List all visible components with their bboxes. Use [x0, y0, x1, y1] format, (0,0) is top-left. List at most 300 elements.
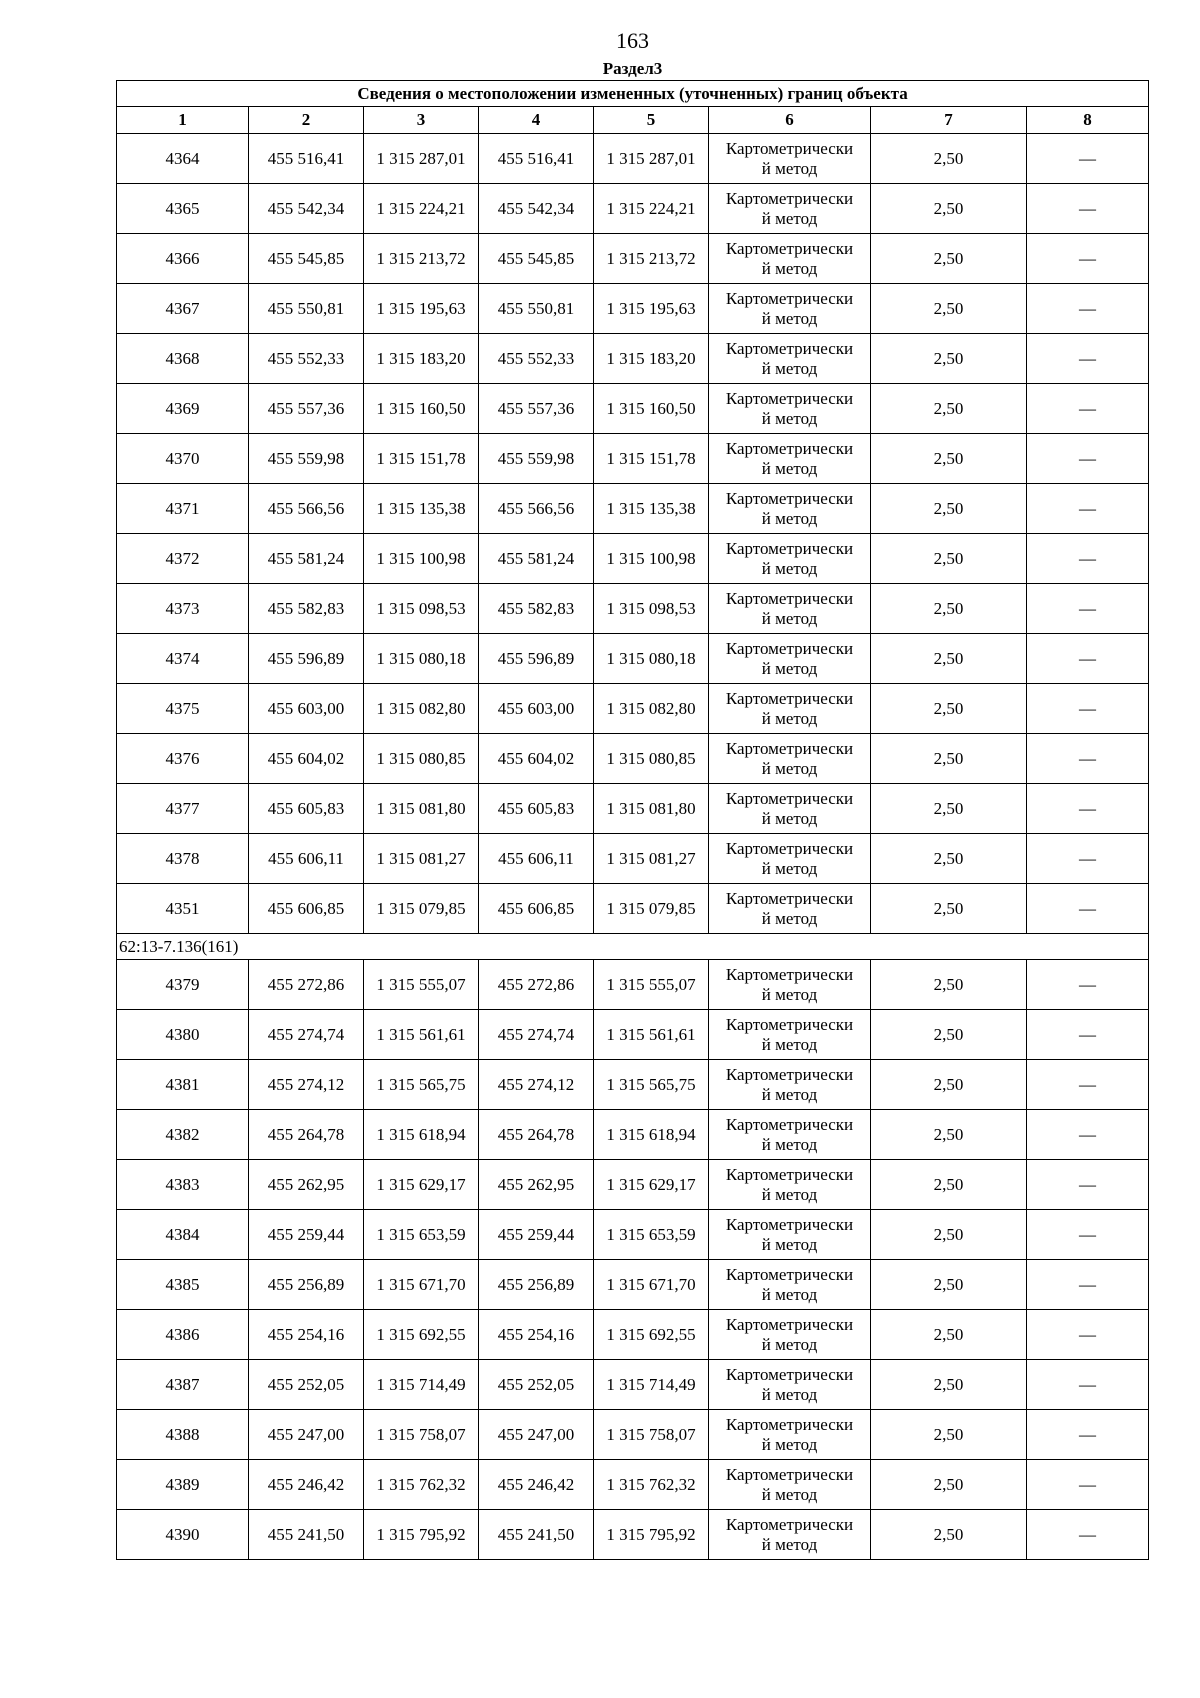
existing-y-cell: 1 315 287,01 — [364, 134, 479, 184]
existing-y-cell: 1 315 762,32 — [364, 1460, 479, 1510]
refined-y-cell: 1 315 629,17 — [594, 1160, 709, 1210]
precision-cell: 2,50 — [871, 634, 1027, 684]
method-line: й метод — [761, 758, 818, 778]
method-line: Картометрически — [725, 788, 854, 808]
precision-cell: 2,50 — [871, 1260, 1027, 1310]
refined-y-cell: 1 315 692,55 — [594, 1310, 709, 1360]
existing-x-cell: 455 552,33 — [249, 334, 364, 384]
existing-y-cell: 1 315 224,21 — [364, 184, 479, 234]
refined-y-cell: 1 315 653,59 — [594, 1210, 709, 1260]
table-row — [117, 284, 1149, 334]
refined-x-cell: 455 264,78 — [479, 1110, 594, 1160]
method-line: й метод — [761, 858, 818, 878]
method-line: Картометрически — [725, 964, 854, 984]
existing-y-cell: 1 315 081,27 — [364, 834, 479, 884]
precision-cell: 2,50 — [871, 1360, 1027, 1410]
method-cell — [709, 1360, 871, 1410]
precision-cell: 2,50 — [871, 1410, 1027, 1460]
method-cell — [709, 1160, 871, 1210]
point-number-cell: 4389 — [117, 1460, 249, 1510]
method-line: Картометрически — [725, 188, 854, 208]
existing-x-cell: 455 557,36 — [249, 384, 364, 434]
point-number-cell: 4370 — [117, 434, 249, 484]
refined-y-cell: 1 315 100,98 — [594, 534, 709, 584]
description-cell: — — [1027, 434, 1149, 484]
precision-cell: 2,50 — [871, 234, 1027, 284]
method-line: Картометрически — [725, 1114, 854, 1134]
method-line: й метод — [761, 458, 818, 478]
refined-y-cell: 1 315 795,92 — [594, 1510, 709, 1560]
point-number-cell: 4384 — [117, 1210, 249, 1260]
existing-x-cell: 455 559,98 — [249, 434, 364, 484]
method-line: й метод — [761, 308, 818, 328]
description-cell: — — [1027, 834, 1149, 884]
table-row — [117, 1210, 1149, 1260]
point-number-cell: 4387 — [117, 1360, 249, 1410]
description-cell: — — [1027, 484, 1149, 534]
point-number-cell: 4368 — [117, 334, 249, 384]
table-row — [117, 334, 1149, 384]
refined-x-cell: 455 542,34 — [479, 184, 594, 234]
refined-y-cell: 1 315 555,07 — [594, 960, 709, 1010]
method-line: Картометрически — [725, 1314, 854, 1334]
point-number-cell: 4382 — [117, 1110, 249, 1160]
method-cell — [709, 484, 871, 534]
precision-cell: 2,50 — [871, 960, 1027, 1010]
precision-cell: 2,50 — [871, 684, 1027, 734]
existing-y-cell: 1 315 081,80 — [364, 784, 479, 834]
description-cell: — — [1027, 1060, 1149, 1110]
point-number-cell: 4373 — [117, 584, 249, 634]
method-line: Картометрически — [725, 238, 854, 258]
existing-x-cell: 455 274,12 — [249, 1060, 364, 1110]
existing-x-cell: 455 264,78 — [249, 1110, 364, 1160]
precision-cell: 2,50 — [871, 1210, 1027, 1260]
refined-y-cell: 1 315 080,85 — [594, 734, 709, 784]
table-row — [117, 134, 1149, 184]
description-cell: — — [1027, 1510, 1149, 1560]
table-row — [117, 484, 1149, 534]
description-cell: — — [1027, 1010, 1149, 1060]
method-line: й метод — [761, 1384, 818, 1404]
precision-cell: 2,50 — [871, 284, 1027, 334]
description-cell: — — [1027, 1460, 1149, 1510]
existing-x-cell: 455 259,44 — [249, 1210, 364, 1260]
existing-x-cell: 455 604,02 — [249, 734, 364, 784]
method-line: й метод — [761, 258, 818, 278]
method-cell — [709, 384, 871, 434]
precision-cell: 2,50 — [871, 534, 1027, 584]
table-row — [117, 1460, 1149, 1510]
existing-x-cell: 455 272,86 — [249, 960, 364, 1010]
precision-cell: 2,50 — [871, 434, 1027, 484]
method-line: й метод — [761, 608, 818, 628]
precision-cell: 2,50 — [871, 784, 1027, 834]
column-number: 2 — [249, 107, 364, 134]
method-cell — [709, 284, 871, 334]
description-cell: — — [1027, 884, 1149, 934]
method-line: Картометрически — [725, 688, 854, 708]
point-number-cell: 4365 — [117, 184, 249, 234]
precision-cell: 2,50 — [871, 1510, 1027, 1560]
refined-x-cell: 455 241,50 — [479, 1510, 594, 1560]
table-row — [117, 1060, 1149, 1110]
method-line: Картометрически — [725, 488, 854, 508]
refined-x-cell: 455 256,89 — [479, 1260, 594, 1310]
existing-y-cell: 1 315 714,49 — [364, 1360, 479, 1410]
refined-x-cell: 455 550,81 — [479, 284, 594, 334]
method-cell — [709, 584, 871, 634]
table-row — [117, 834, 1149, 884]
refined-y-cell: 1 315 561,61 — [594, 1010, 709, 1060]
existing-x-cell: 455 246,42 — [249, 1460, 364, 1510]
existing-y-cell: 1 315 195,63 — [364, 284, 479, 334]
point-number-cell: 4367 — [117, 284, 249, 334]
existing-x-cell: 455 241,50 — [249, 1510, 364, 1560]
refined-x-cell: 455 247,00 — [479, 1410, 594, 1460]
refined-y-cell: 1 315 224,21 — [594, 184, 709, 234]
method-cell — [709, 1110, 871, 1160]
method-cell — [709, 534, 871, 584]
description-cell: — — [1027, 684, 1149, 734]
existing-y-cell: 1 315 213,72 — [364, 234, 479, 284]
point-number-cell: 4386 — [117, 1310, 249, 1360]
method-cell — [709, 1060, 871, 1110]
column-number: 3 — [364, 107, 479, 134]
description-cell: — — [1027, 534, 1149, 584]
method-line: Картометрически — [725, 1464, 854, 1484]
method-line: й метод — [761, 1534, 818, 1554]
existing-x-cell: 455 550,81 — [249, 284, 364, 334]
column-number: 7 — [871, 107, 1027, 134]
refined-x-cell: 455 262,95 — [479, 1160, 594, 1210]
description-cell: — — [1027, 960, 1149, 1010]
precision-cell: 2,50 — [871, 484, 1027, 534]
existing-y-cell: 1 315 082,80 — [364, 684, 479, 734]
point-number-cell: 4379 — [117, 960, 249, 1010]
existing-x-cell: 455 516,41 — [249, 134, 364, 184]
method-cell — [709, 1510, 871, 1560]
existing-y-cell: 1 315 671,70 — [364, 1260, 479, 1310]
point-number-cell: 4383 — [117, 1160, 249, 1210]
column-number: 4 — [479, 107, 594, 134]
description-cell: — — [1027, 234, 1149, 284]
refined-x-cell: 455 557,36 — [479, 384, 594, 434]
refined-x-cell: 455 559,98 — [479, 434, 594, 484]
method-line: Картометрически — [725, 638, 854, 658]
description-cell: — — [1027, 1110, 1149, 1160]
method-cell — [709, 960, 871, 1010]
cadastral-number-label: 62:13-7.136(161) — [117, 934, 1149, 960]
refined-x-cell: 455 274,12 — [479, 1060, 594, 1110]
method-line: й метод — [761, 1034, 818, 1054]
method-line: Картометрически — [725, 1014, 854, 1034]
refined-y-cell: 1 315 758,07 — [594, 1410, 709, 1460]
refined-y-cell: 1 315 081,27 — [594, 834, 709, 884]
precision-cell: 2,50 — [871, 734, 1027, 784]
refined-x-cell: 455 259,44 — [479, 1210, 594, 1260]
method-cell — [709, 684, 871, 734]
method-line: й метод — [761, 908, 818, 928]
table-body — [117, 134, 1149, 1560]
method-line: й метод — [761, 508, 818, 528]
precision-cell: 2,50 — [871, 834, 1027, 884]
table-row — [117, 884, 1149, 934]
refined-y-cell: 1 315 082,80 — [594, 684, 709, 734]
table-row — [117, 1510, 1149, 1560]
method-line: Картометрически — [725, 1164, 854, 1184]
refined-y-cell: 1 315 287,01 — [594, 134, 709, 184]
method-line: й метод — [761, 658, 818, 678]
method-line: й метод — [761, 358, 818, 378]
method-cell — [709, 1260, 871, 1310]
refined-x-cell: 455 246,42 — [479, 1460, 594, 1510]
method-line: Картометрически — [725, 338, 854, 358]
method-line: Картометрически — [725, 888, 854, 908]
existing-y-cell: 1 315 618,94 — [364, 1110, 479, 1160]
existing-y-cell: 1 315 561,61 — [364, 1010, 479, 1060]
existing-x-cell: 455 606,85 — [249, 884, 364, 934]
method-line: Картометрически — [725, 588, 854, 608]
method-line: й метод — [761, 708, 818, 728]
table-row — [117, 784, 1149, 834]
existing-y-cell: 1 315 151,78 — [364, 434, 479, 484]
refined-x-cell: 455 604,02 — [479, 734, 594, 784]
existing-x-cell: 455 542,34 — [249, 184, 364, 234]
point-number-cell: 4369 — [117, 384, 249, 434]
method-line: Картометрически — [725, 1264, 854, 1284]
existing-x-cell: 455 582,83 — [249, 584, 364, 634]
column-number-row — [117, 107, 1149, 134]
point-number-cell: 4378 — [117, 834, 249, 884]
point-number-cell: 4364 — [117, 134, 249, 184]
existing-x-cell: 455 603,00 — [249, 684, 364, 734]
method-line: й метод — [761, 1434, 818, 1454]
point-number-cell: 4380 — [117, 1010, 249, 1060]
page-number: 163 — [616, 28, 649, 53]
method-cell — [709, 234, 871, 284]
method-cell — [709, 134, 871, 184]
point-number-cell: 4375 — [117, 684, 249, 734]
refined-y-cell: 1 315 098,53 — [594, 584, 709, 634]
table-row — [117, 584, 1149, 634]
table-row — [117, 1260, 1149, 1310]
method-line: Картометрически — [725, 1414, 854, 1434]
precision-cell: 2,50 — [871, 384, 1027, 434]
precision-cell: 2,50 — [871, 884, 1027, 934]
refined-x-cell: 455 272,86 — [479, 960, 594, 1010]
method-line: й метод — [761, 1184, 818, 1204]
method-cell — [709, 1410, 871, 1460]
existing-y-cell: 1 315 795,92 — [364, 1510, 479, 1560]
method-cell — [709, 884, 871, 934]
point-number-cell: 4372 — [117, 534, 249, 584]
refined-y-cell: 1 315 195,63 — [594, 284, 709, 334]
existing-x-cell: 455 596,89 — [249, 634, 364, 684]
column-number: 8 — [1027, 107, 1149, 134]
method-line: Картометрически — [725, 288, 854, 308]
method-cell — [709, 734, 871, 784]
table-row — [117, 1360, 1149, 1410]
column-number: 1 — [117, 107, 249, 134]
table-row — [117, 384, 1149, 434]
refined-y-cell: 1 315 618,94 — [594, 1110, 709, 1160]
point-number-cell: 4351 — [117, 884, 249, 934]
existing-x-cell: 455 566,56 — [249, 484, 364, 534]
description-cell: — — [1027, 384, 1149, 434]
refined-y-cell: 1 315 671,70 — [594, 1260, 709, 1310]
precision-cell: 2,50 — [871, 1010, 1027, 1060]
table-row — [117, 734, 1149, 784]
existing-y-cell: 1 315 098,53 — [364, 584, 479, 634]
refined-x-cell: 455 516,41 — [479, 134, 594, 184]
column-number: 5 — [594, 107, 709, 134]
method-line: й метод — [761, 1484, 818, 1504]
method-cell — [709, 184, 871, 234]
existing-y-cell: 1 315 160,50 — [364, 384, 479, 434]
description-cell: — — [1027, 1210, 1149, 1260]
method-line: й метод — [761, 1134, 818, 1154]
existing-y-cell: 1 315 629,17 — [364, 1160, 479, 1210]
method-cell — [709, 434, 871, 484]
refined-x-cell: 455 606,11 — [479, 834, 594, 884]
refined-y-cell: 1 315 160,50 — [594, 384, 709, 434]
method-line: й метод — [761, 1284, 818, 1304]
existing-y-cell: 1 315 555,07 — [364, 960, 479, 1010]
existing-y-cell: 1 315 758,07 — [364, 1410, 479, 1460]
existing-y-cell: 1 315 100,98 — [364, 534, 479, 584]
point-number-cell: 4371 — [117, 484, 249, 534]
table-row — [117, 534, 1149, 584]
method-line: й метод — [761, 208, 818, 228]
point-number-cell: 4385 — [117, 1260, 249, 1310]
refined-y-cell: 1 315 079,85 — [594, 884, 709, 934]
method-line: й метод — [761, 1334, 818, 1354]
existing-x-cell: 455 262,95 — [249, 1160, 364, 1210]
table-row — [117, 684, 1149, 734]
table-row — [117, 960, 1149, 1010]
description-cell: — — [1027, 584, 1149, 634]
method-line: Картометрически — [725, 138, 854, 158]
point-number-cell: 4374 — [117, 634, 249, 684]
table-row — [117, 1010, 1149, 1060]
method-line: й метод — [761, 984, 818, 1004]
existing-y-cell: 1 315 653,59 — [364, 1210, 479, 1260]
method-line: й метод — [761, 408, 818, 428]
method-line: Картометрически — [725, 538, 854, 558]
precision-cell: 2,50 — [871, 1310, 1027, 1360]
refined-y-cell: 1 315 762,32 — [594, 1460, 709, 1510]
refined-x-cell: 455 581,24 — [479, 534, 594, 584]
refined-y-cell: 1 315 151,78 — [594, 434, 709, 484]
refined-x-cell: 455 566,56 — [479, 484, 594, 534]
point-number-cell: 4390 — [117, 1510, 249, 1560]
group-header-row — [117, 934, 1149, 960]
precision-cell: 2,50 — [871, 1160, 1027, 1210]
existing-y-cell: 1 315 080,85 — [364, 734, 479, 784]
point-number-cell: 4381 — [117, 1060, 249, 1110]
table-row — [117, 634, 1149, 684]
refined-y-cell: 1 315 081,80 — [594, 784, 709, 834]
table-row — [117, 1160, 1149, 1210]
method-line: Картометрически — [725, 1214, 854, 1234]
method-line: Картометрически — [725, 388, 854, 408]
refined-x-cell: 455 605,83 — [479, 784, 594, 834]
description-cell: — — [1027, 1260, 1149, 1310]
method-line: Картометрически — [725, 738, 854, 758]
method-cell — [709, 634, 871, 684]
method-line: й метод — [761, 808, 818, 828]
description-cell: — — [1027, 734, 1149, 784]
existing-x-cell: 455 256,89 — [249, 1260, 364, 1310]
existing-y-cell: 1 315 079,85 — [364, 884, 479, 934]
refined-y-cell: 1 315 183,20 — [594, 334, 709, 384]
point-number-cell: 4377 — [117, 784, 249, 834]
refined-x-cell: 455 545,85 — [479, 234, 594, 284]
method-line: й метод — [761, 558, 818, 578]
existing-y-cell: 1 315 080,18 — [364, 634, 479, 684]
precision-cell: 2,50 — [871, 184, 1027, 234]
existing-y-cell: 1 315 135,38 — [364, 484, 479, 534]
method-line: Картометрически — [725, 438, 854, 458]
table-row — [117, 234, 1149, 284]
method-line: й метод — [761, 1084, 818, 1104]
description-cell: — — [1027, 284, 1149, 334]
refined-x-cell: 455 582,83 — [479, 584, 594, 634]
precision-cell: 2,50 — [871, 1110, 1027, 1160]
existing-y-cell: 1 315 565,75 — [364, 1060, 479, 1110]
method-cell — [709, 1310, 871, 1360]
method-cell — [709, 1210, 871, 1260]
precision-cell: 2,50 — [871, 1060, 1027, 1110]
table-row — [117, 1310, 1149, 1360]
method-line: Картометрически — [725, 1064, 854, 1084]
refined-y-cell: 1 315 714,49 — [594, 1360, 709, 1410]
table-row — [117, 434, 1149, 484]
table-row — [117, 184, 1149, 234]
refined-x-cell: 455 254,16 — [479, 1310, 594, 1360]
existing-y-cell: 1 315 692,55 — [364, 1310, 479, 1360]
description-cell: — — [1027, 134, 1149, 184]
refined-y-cell: 1 315 213,72 — [594, 234, 709, 284]
method-cell — [709, 1010, 871, 1060]
method-line: й метод — [761, 158, 818, 178]
section-title: Раздел3 — [602, 59, 663, 78]
precision-cell: 2,50 — [871, 584, 1027, 634]
existing-x-cell: 455 606,11 — [249, 834, 364, 884]
method-line: Картометрически — [725, 1364, 854, 1384]
description-cell: — — [1027, 784, 1149, 834]
precision-cell: 2,50 — [871, 134, 1027, 184]
method-cell — [709, 784, 871, 834]
refined-x-cell: 455 274,74 — [479, 1010, 594, 1060]
description-cell: — — [1027, 1160, 1149, 1210]
existing-x-cell: 455 252,05 — [249, 1360, 364, 1410]
refined-x-cell: 455 552,33 — [479, 334, 594, 384]
description-cell: — — [1027, 184, 1149, 234]
description-cell: — — [1027, 634, 1149, 684]
point-number-cell: 4388 — [117, 1410, 249, 1460]
refined-x-cell: 455 596,89 — [479, 634, 594, 684]
point-number-cell: 4366 — [117, 234, 249, 284]
precision-cell: 2,50 — [871, 334, 1027, 384]
table-title: Сведения о местоположении измененных (уточненных) границ объекта — [117, 81, 1149, 107]
boundary-coordinates-table — [116, 80, 1149, 1560]
method-cell — [709, 834, 871, 884]
method-line: й метод — [761, 1234, 818, 1254]
existing-x-cell: 455 545,85 — [249, 234, 364, 284]
refined-y-cell: 1 315 080,18 — [594, 634, 709, 684]
